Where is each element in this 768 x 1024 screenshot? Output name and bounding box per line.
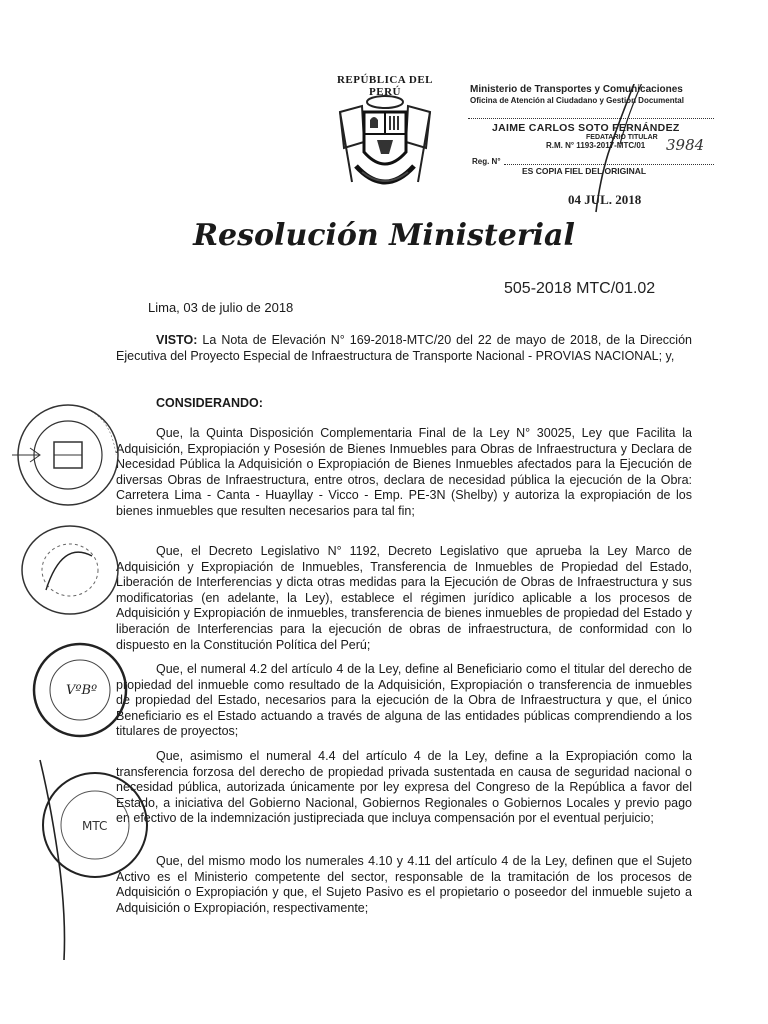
considerando-heading	[116, 396, 692, 412]
stamp-name: JAIME CARLOS SOTO FERNÁNDEZ	[492, 122, 680, 134]
certification-stamp	[468, 84, 718, 214]
svg-text:MTC: MTC	[82, 819, 108, 833]
stamp-role: FEDATARIO TITULAR	[586, 134, 658, 141]
legal-office-seal-icon	[40, 770, 150, 880]
ministry-seal-icon	[10, 400, 120, 510]
vice-ministry-seal-icon	[12, 520, 122, 620]
stamp-date: 04 JUL. 2018	[568, 192, 642, 207]
crest-title: REPÚBLICA DEL PERÚ	[336, 74, 434, 98]
svg-text:VºBº: VºBº	[66, 683, 98, 698]
paragraph: Que, del mismo modo los numerales 4.10 y 4.11 del artículo 4 de la Ley, definen que el Sujeto Activo es el Ministerio competente del sector, responsable de la tramitación de los procesos de Adquisición o Expropiación y que, el Sujeto Pasivo es el propietario o poseedor del inmueble sujeto a Adquisición o Expropiación, respectivamente;	[116, 854, 692, 915]
document-title: Resolución Ministerial	[193, 218, 575, 253]
paragraph: Que, la Quinta Disposición Complementaria Final de la Ley N° 30025, Ley que Facilita la Adquisición, Expropiación y Posesión de Bienes Inmuebles para Obras de Infraestructura y Declara de Necesidad Pública la Adquisición o Expropiación de Bienes Inmuebles afectados para la Ejecución de diversas Obras de Infraestructura, entre otros, declara de necesidad pública la ejecución de la Obra: Carretera Lima - Canta - Huayllay - Vicco - Emp. PE-3N (Shelby) y autoriza la expropiación de los bienes inmuebles que resulten necesarios para tal fin;	[116, 426, 692, 518]
place-date: Lima, 03 de julio de 2018	[148, 300, 294, 315]
stamp-copy-label: ES COPIA FIEL DEL ORIGINAL	[522, 166, 647, 176]
stamp-rm: R.M. N° 1193-2017-MTC/01	[546, 141, 646, 150]
stamp-reg-number: 3984	[666, 136, 705, 154]
paragraph: Que, asimismo el numeral 4.4 del artículo 4 de la Ley, define a la Expropiación como la transferencia forzosa del derecho de propiedad privada sustentada en causa de seguridad nacional o necesidad pública, autorizada únicamente por ley expresa del Congreso de la República a favor del Estado, a iniciativa del Gobierno Nacional, Gobiernos Regionales o Gobiernos Locales y previo pago en efectivo de la indemnización justipreciada que incluya compensación por el eventual perjuicio;	[116, 749, 692, 826]
stamp-office: Oficina de Atención al Ciudadano y Gestión Documental	[470, 96, 684, 105]
paragraph: Que, el Decreto Legislativo N° 1192, Decreto Legislativo que aprueba la Ley Marco de Adquisición y Expropiación de Inmuebles, Transferencia de Inmuebles de Propiedad del Estado, Liberación de Interferencias y dicta otras medidas para la Ejecución de Obras de Infraestructura y sus modificatorias (en adelante, la Ley), establece el régimen jurídico aplicable a los procesos de Adquisición y Expropiación de inmuebles, transferencia de bienes inmuebles de propiedad del Estado y liberación de Interferencias para la ejecución de obras de infraestructura, de conformidad con lo dispuesto en la Constitución Política del Perú;	[116, 544, 692, 652]
stamp-ministry: Ministerio de Transportes y Comunicaciones	[470, 84, 683, 95]
signature-icon	[468, 84, 718, 214]
visto-paragraph	[116, 333, 692, 364]
resolution-number: 505-2018 MTC/01.02	[504, 280, 656, 297]
considerando-label: CONSIDERANDO:	[156, 396, 263, 410]
coat-of-arms	[322, 72, 448, 202]
visto-text: La Nota de Elevación N° 169-2018-MTC/20 del 22 de mayo de 2018, de la Dirección Ejecutiva del Proyecto Especial de Infraestructura de Transporte Nacional - PROVIAS NACIONAL; y,	[116, 333, 692, 363]
paragraph: Que, el numeral 4.2 del artículo 4 de la Ley, define al Beneficiario como el titular del derecho de propiedad del inmueble como resultado de la Adquisición, Expropiación o transferencia de inmuebles de propiedad del Estado, necesarios para la ejecución de la Obra de Infraestructura y que, el único Beneficiario es el Estado actuando a través de alguna de las entidades públicas comprendiendo a los titulares de proyectos;	[116, 662, 692, 739]
visto-label: VISTO:	[156, 333, 198, 347]
stamp-reg-label: Reg. N°	[472, 157, 501, 166]
executive-seal-icon	[30, 640, 130, 740]
